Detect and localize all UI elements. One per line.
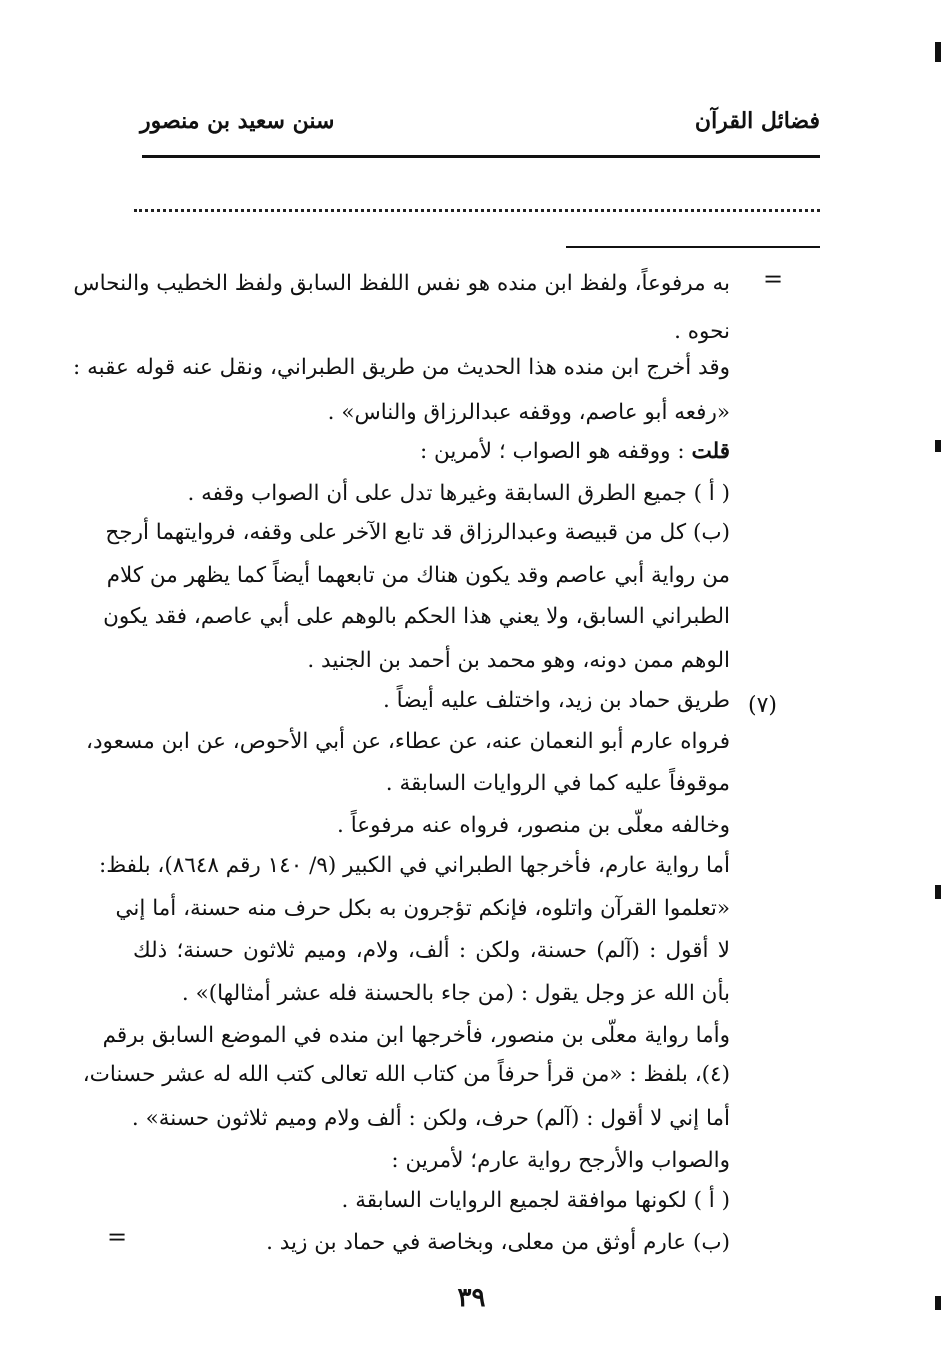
text-line: وأما رواية معلّى بن منصور، فأخرجها ابن منده في الموضع السابق برقم xyxy=(102,1023,730,1048)
text-line: به مرفوعاً، ولفظ ابن منده هو نفس اللفظ السابق ولفظ الخطيب والنحاس xyxy=(73,271,730,296)
scan-edge-mark xyxy=(935,1296,941,1310)
scan-edge-mark xyxy=(935,440,941,452)
text-line: (٤)، بلفظ : «من قرأ حرفاً من كتاب الله تعالى كتب الله له عشر حسنات، xyxy=(82,1062,730,1087)
text-line: «رفعه أبو عاصم، ووقفه عبدالرزاق والناس» . xyxy=(327,400,730,425)
text-line: ( أ ) لكونها موافقة لجميع الروايات السابقة . xyxy=(341,1188,730,1213)
continuation-mark-bottom: = xyxy=(107,1223,128,1251)
text-line: بأن الله عز وجل يقول : (من جاء بالحسنة فله عشر أمثالها)» . xyxy=(181,981,730,1006)
text-line: وقد أخرج ابن منده هذا الحديث من طريق الطبراني، ونقل عنه قوله عقبه : xyxy=(73,355,730,380)
text-line: أما رواية عارم، فأخرجها الطبراني في الكبير (٩/ ١٤٠ رقم ٨٦٤٨)، بلفظ: xyxy=(98,853,730,878)
text-line: أما إني لا أقول : (آلم) حرف، ولكن : ألف ولام وميم ثلاثون حسنة» . xyxy=(131,1106,730,1131)
page-number: ٣٩ xyxy=(457,1283,486,1313)
scan-edge-mark xyxy=(935,885,941,899)
text-line: «تعلموا القرآن واتلوه، فإنكم تؤجرون به بكل حرف منه حسنة، أما إني xyxy=(115,896,730,921)
text-line: فرواه عارم أبو النعمان عنه، عن عطاء، عن أبي الأحوص، عن ابن مسعود، xyxy=(86,729,730,754)
text-line: وخالفه معلّى بن منصور، فرواه عنه مرفوعاً . xyxy=(337,813,730,838)
lead-word: قلت xyxy=(691,439,730,464)
text-line: (ب) عارم أوثق من معلى، وبخاصة في حماد بن زيد . xyxy=(266,1230,730,1255)
scan-edge-mark xyxy=(935,42,941,62)
item-number: (٧) xyxy=(747,693,777,718)
collection-title: سنن سعيد بن منصور xyxy=(140,108,335,134)
text-line: لا أقول : (آلم) حسنة، ولكن : ألف، ولام، وميم ثلاثون حسنة؛ ذلك xyxy=(133,938,730,963)
text-line: الطبراني السابق، ولا يعني هذا الحكم بالوهم على أبي عاصم، فقد يكون xyxy=(103,604,730,629)
header-rule xyxy=(142,155,820,158)
text-line: موقوفاً عليه كما في الروايات السابقة . xyxy=(385,771,730,796)
running-header xyxy=(140,108,820,148)
text-line: قلت : ووقفه هو الصواب ؛ لأمرين : xyxy=(419,439,730,464)
text-line: والصواب والأرجح رواية عارم؛ لأمرين : xyxy=(391,1148,730,1173)
continuation-mark-top: = xyxy=(763,265,784,293)
text-line: (ب) كل من قبيصة وعبدالرزاق قد تابع الآخر على وقفه، فروايتهما أرجح xyxy=(105,520,730,545)
text-line: طريق حماد بن زيد، واختلف عليه أيضاً . xyxy=(383,688,730,713)
book-title: فضائل القرآن xyxy=(694,108,820,134)
dotted-separator xyxy=(134,209,820,212)
text-line: الوهم ممن دونه، وهو محمد بن أحمد بن الجنيد . xyxy=(307,648,730,673)
text-line: من رواية أبي عاصم وقد يكون هناك من تابعهما أيضاً كما يظهر من كلام xyxy=(106,563,730,588)
footnote-rule xyxy=(566,246,820,248)
text-line: ( أ ) جميع الطرق السابقة وغيرها تدل على أن الصواب وقفه . xyxy=(187,481,730,506)
text-line: نحوه . xyxy=(674,319,730,344)
